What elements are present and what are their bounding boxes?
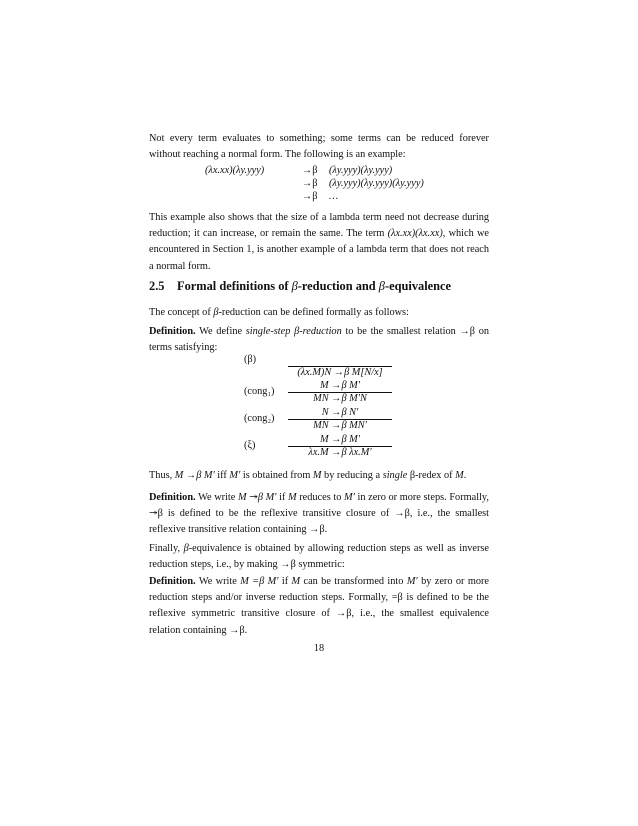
definition-multi-step: Definition. We write M ↠β M′ if M reduces to M′ in zero or more steps. Formally, ↠β is defined to be the reflexive transitive closure of →β, i.e., the smallest reflexive transitive relation containing →β. <box>149 492 490 536</box>
derivation-row: →β … <box>302 190 339 202</box>
reduction-derivation <box>205 165 424 203</box>
paragraph-nonterminating-intro: Not every term evaluates to something; some terms can be reduced forever without reaching a normal form. The following is an example: <box>149 133 489 161</box>
page-number: 18 <box>313 643 325 654</box>
derivation-row: →β (λy.yyy)(λy.yyy)(λy.yyy) <box>302 177 424 189</box>
derivation-row: (λx.xx)(λy.yyy) →β (λy.yyy)(λy.yyy) <box>205 165 393 176</box>
section-heading: 2.5 Formal definitions of β-reduction and β-equivalence <box>149 279 452 293</box>
definition-single-step: Definition. We define single-step β-reduction to be the smallest relation →β on terms satisfying: <box>149 326 490 354</box>
paper-page: Not every term evaluates to something; some terms can be reduced forever without reaching a normal form. The following is an example: (λx.xx)(λy.yyy) →β (λy.yyy)(λy.yyy) →β (λy.yyy)(λy.yyy)(λy.yyy) →β … This example also shows that the size of a lambda term need not decrease during reduction; it can increase, or remain the same. The term (λx.xx)(λx.xx), which we encountered in Section 1, is another example of a lambda term that does not reach a normal form. 2.5 Formal definitions of β-reduction and β-equivalence The concept of β-reduction can be defined formally as follows: Definition. We define single-step β-reduction to be the smallest relation →β on terms satisfying: (β) (λx.M)N →β M[N/x] (cong₁) M →β M′ MN →β M′N (cong₂) N →β N′ MN →β MN′ (ξ) M →β M′ λx.M →β λx.M′ Thus, M →β M′ iff M′ is obtained from M by reducing a single β-redex of M. Definition. We write M ↠β M′ if M reduces to M′ in zero or more steps. Formally, ↠β is defined to be the reflexive transitive closure of →β, i.e., the smallest reflexive transitive relation containing →β. Finally, β-equivalence is obtained by allowing reduction steps as well as inverse reduction steps, i.e., by making →β symmetric: Definition. We write M =β M′ if M can be transformed into M′ by zero or more reduction steps and/or inverse reduction steps. Formally, =β is defined to be the reflexive symmetric transitive closure of →β, i.e., the smallest equivalence relation containing →β. 18 <box>0 0 638 826</box>
paragraph-thus: Thus, M →β M′ iff M′ is obtained from M by reducing a single β-redex of M. <box>149 470 467 481</box>
paragraph-term-size: This example also shows that the size of a lambda term need not decrease during reduction; it can increase, or remain the same. The term (λx.xx)(λx.xx), which we encountered in Section 1, is another example of a lambda term that does not reach a normal form. <box>149 212 489 272</box>
paragraph-equivalence: Finally, β-equivalence is obtained by allowing reduction steps as well as inverse reduction steps, i.e., by making →β symmetric: <box>149 543 489 571</box>
definition-equivalence: Definition. We write M =β M′ if M can be transformed into M′ by zero or more reduction steps and/or inverse reduction steps. Formally, =β is defined to be the reflexive symmetric transitive closure of →β, i.e., the smallest equivalence relation containing →β. <box>149 576 489 636</box>
paragraph-concept: The concept of β-reduction can be defined formally as follows: <box>149 307 409 318</box>
